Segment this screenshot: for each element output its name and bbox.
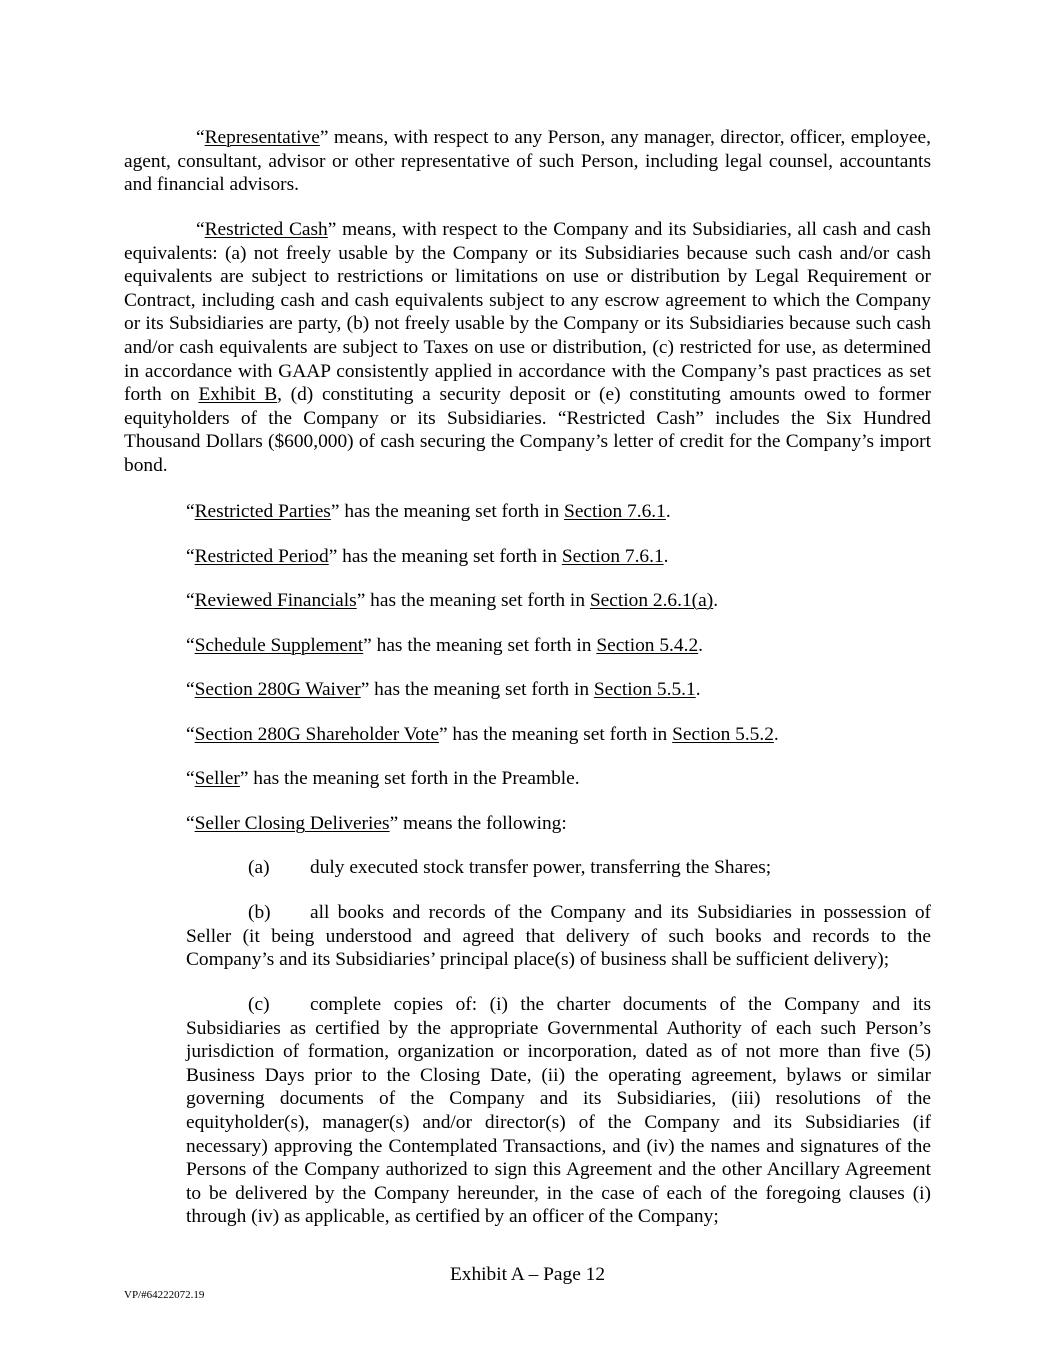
- subitem-text: duly executed stock transfer power, transferring the Shares;: [310, 857, 772, 878]
- definition-schedule-supplement: “Schedule Supplement” has the meaning set forth in Section 5.4.2.: [186, 635, 703, 656]
- defined-term: Restricted Period: [194, 546, 329, 567]
- definition-restricted-parties: “Restricted Parties” has the meaning set forth in Section 7.6.1.: [186, 501, 671, 522]
- defined-term: Restricted Cash: [204, 219, 328, 240]
- defined-term: Representative: [204, 127, 320, 148]
- defined-term: Seller Closing Deliveries: [194, 813, 390, 834]
- exhibit-reference: Exhibit B: [198, 384, 278, 406]
- definition-restricted-cash: “Restricted Cash” means, with respect to the Company and its Subsidiaries, all cash and cash equivalents: (a) not freely usable by the Company or its Subsidiaries because such cash and/or cash equivalents are subject to restrictions or limitations on use or distribution by Legal Requirement or Contract, including cash and cash equivalents subject to any escrow agreement to which the Company or its Subsidiaries are party, (b) not freely usable by the Company or its Subsidiaries because such cash and/or cash equivalents are subject to Taxes on use or distribution, (c) restricted for use, as determined in accordance with GAAP consistently applied in accordance with the Company’s past practices as set forth on Exhibit B, (d) constituting a security deposit or (e) constituting amounts owed to former equityholders of the Company or its Subsidiaries. “Restricted Cash” includes the Six Hundred Thousand Dollars ($600,000) of cash securing the Company’s letter of credit for the Company’s import bond.: [124, 219, 932, 476]
- definition-restricted-period: “Restricted Period” has the meaning set forth in Section 7.6.1.: [186, 546, 669, 567]
- subitem-label: (b): [248, 902, 271, 923]
- document-id: VP/#64222072.19: [124, 1289, 205, 1301]
- definition-section-280g-shareholder-vote: “Section 280G Shareholder Vote” has the meaning set forth in Section 5.5.2.: [186, 724, 779, 745]
- section-reference: Section 7.6.1: [564, 501, 666, 522]
- definition-seller: “Seller” has the meaning set forth in the Preamble.: [186, 768, 580, 789]
- definition-seller-closing-deliveries: “Seller Closing Deliveries” means the following:: [186, 813, 567, 834]
- section-reference: Section 2.6.1(a): [589, 590, 714, 611]
- page-footer: Exhibit A – Page 12: [449, 1264, 606, 1285]
- defined-term: Restricted Parties: [194, 501, 331, 522]
- section-reference: Section 5.5.2: [672, 724, 774, 745]
- section-reference: Section 7.6.1: [561, 546, 664, 567]
- definition-representative: “Representative” means, with respect to any Person, any manager, director, officer, employee, agent, consultant, advisor or other representative of such Person, including legal counsel, accountants and financial advisors.: [124, 127, 931, 196]
- subitem-text: all books and records of the Company and its Subsidiaries in possession of Seller (it being understood and agreed that delivery of such books and records to the Company’s and its Subsidiaries’ principal place(s) of business shall be sufficient delivery);: [186, 902, 931, 971]
- subitem-label: (a): [248, 857, 270, 878]
- definition-section-280g-waiver: “Section 280G Waiver” has the meaning set forth in Section 5.5.1.: [186, 679, 701, 700]
- subitem-b: [186, 901, 931, 972]
- defined-term: Section 280G Waiver: [194, 679, 361, 700]
- defined-term: Seller: [194, 768, 240, 789]
- defined-term: Schedule Supplement: [194, 635, 364, 656]
- subitem-label: (c): [248, 994, 270, 1015]
- defined-term: Reviewed Financials: [194, 590, 357, 611]
- subitem-text: complete copies of: (i) the charter documents of the Company and its Subsidiaries as certified by the appropriate Governmental Authority of each such Person’s jurisdiction of formation, organization or incorporation, dated as of not more than five (5) Business Days prior to the Closing Date, (ii) the operating agreement, bylaws or similar governing documents of the Company and its Subsidiaries, (iii) resolutions of the equityholder(s), manager(s) and/or director(s) of the Company and its Subsidiaries (if necessary) approving the Contemplated Transactions, and (iv) the names and signatures of the Persons of the Company authorized to sign this Agreement and the other Ancillary Agreement to be delivered by the Company hereunder, in the case of each of the foregoing clauses (i) through (iv) as applicable, as certified by an officer of the Company;: [186, 994, 931, 1228]
- subitem-c: [186, 993, 931, 1229]
- subitem-a: [186, 856, 931, 880]
- definition-reviewed-financials: “Reviewed Financials” has the meaning set forth in Section 2.6.1(a).: [186, 590, 719, 611]
- section-reference: Section 5.5.1: [593, 679, 696, 700]
- defined-term: Section 280G Shareholder Vote: [194, 724, 439, 745]
- section-reference: Section 5.4.2: [596, 635, 699, 656]
